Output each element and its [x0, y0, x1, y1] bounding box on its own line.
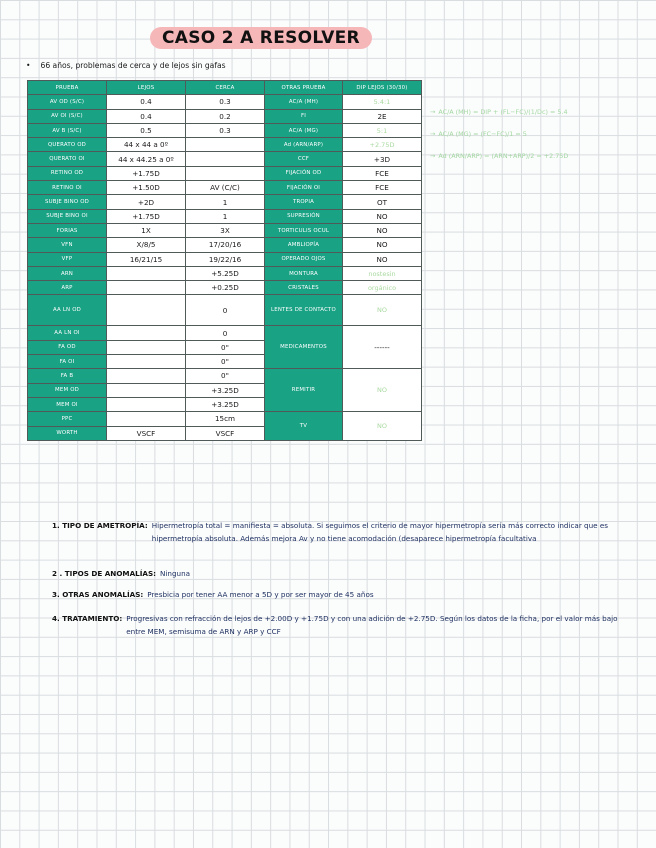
- other-test-value-cell: orgánico: [343, 281, 422, 295]
- page-title: CASO 2 A RESOLVER: [150, 27, 372, 49]
- near-cell: 0.3: [186, 123, 265, 137]
- near-cell: [186, 166, 265, 180]
- other-test-value-cell: +2.75D: [343, 138, 422, 152]
- other-test-value-cell: NO: [343, 238, 422, 252]
- near-cell: 1: [186, 209, 265, 223]
- other-test-name-cell: FIJACIÓN OI: [265, 181, 343, 195]
- test-name-cell: ARN: [28, 266, 107, 280]
- far-cell: [107, 383, 186, 397]
- far-cell: +1.75D: [107, 166, 186, 180]
- other-test-value-cell: NO: [343, 412, 422, 441]
- arrow-icon: →: [430, 130, 436, 138]
- test-name-cell: FA OI: [28, 355, 107, 369]
- near-cell: 19/22/16: [186, 252, 265, 266]
- table-row: [28, 95, 422, 109]
- answer-text: Ninguna: [160, 569, 191, 578]
- other-test-name-cell: TROPIA: [265, 195, 343, 209]
- test-name-cell: MEM OD: [28, 383, 107, 397]
- header-cell: OTRAS PRUEBA: [265, 81, 343, 95]
- test-name-cell: ARP: [28, 281, 107, 295]
- table-row: [28, 266, 422, 280]
- near-cell: VSCF: [186, 426, 265, 440]
- other-test-value-cell: FCE: [343, 181, 422, 195]
- far-cell: [107, 369, 186, 383]
- far-cell: [107, 397, 186, 411]
- table-row: [28, 209, 422, 223]
- table-row: [28, 281, 422, 295]
- other-test-name-cell: AC/A (MH): [265, 95, 343, 109]
- test-name-cell: VFP: [28, 252, 107, 266]
- table-header-row: [28, 81, 422, 95]
- side-note: [430, 130, 527, 138]
- other-test-value-cell: NO: [343, 295, 422, 326]
- test-name-cell: SUBJE BINO OI: [28, 209, 107, 223]
- answer-label: 1. TIPO DE AMETROPÍA:: [52, 521, 148, 530]
- other-test-name-cell: FI: [265, 109, 343, 123]
- table-row: [28, 252, 422, 266]
- other-test-name-cell: FIJACIÓN OD: [265, 166, 343, 180]
- header-cell: PRUEBA: [28, 81, 107, 95]
- answer-item: [52, 519, 636, 545]
- header-cell: CERCA: [186, 81, 265, 95]
- patient-note: [26, 61, 226, 70]
- other-test-value-cell: NO: [343, 369, 422, 412]
- other-test-value-cell: FCE: [343, 166, 422, 180]
- other-test-value-cell: NO: [343, 209, 422, 223]
- far-cell: +1.75D: [107, 209, 186, 223]
- other-test-value-cell: 5.4:1: [343, 95, 422, 109]
- far-cell: 1X: [107, 223, 186, 237]
- header-cell: LEJOS: [107, 81, 186, 95]
- near-cell: 0: [186, 295, 265, 326]
- near-cell: 1: [186, 195, 265, 209]
- near-cell: +3.25D: [186, 397, 265, 411]
- far-cell: [107, 266, 186, 280]
- other-test-name-cell: OPERADO OJOS: [265, 252, 343, 266]
- test-name-cell: RETINO OD: [28, 166, 107, 180]
- test-name-cell: QUERATO OI: [28, 152, 107, 166]
- other-test-name-cell: AMBLIOPÍA: [265, 238, 343, 252]
- answer-label: 4. TRATAMIENTO:: [52, 614, 123, 623]
- other-test-value-cell: OT: [343, 195, 422, 209]
- table-row: [28, 152, 422, 166]
- near-cell: [186, 152, 265, 166]
- table-row: [28, 223, 422, 237]
- table-row: [28, 138, 422, 152]
- far-cell: VSCF: [107, 426, 186, 440]
- other-test-value-cell: 5:1: [343, 123, 422, 137]
- far-cell: [107, 355, 186, 369]
- far-cell: [107, 281, 186, 295]
- table-row: [28, 181, 422, 195]
- table-row: [28, 326, 422, 340]
- far-cell: [107, 295, 186, 326]
- test-name-cell: PPC: [28, 412, 107, 426]
- header-cell: DIP LEJOS (30/30): [343, 81, 422, 95]
- far-cell: 16/21/15: [107, 252, 186, 266]
- far-cell: 0.5: [107, 123, 186, 137]
- test-name-cell: RETINO OI: [28, 181, 107, 195]
- table-row: [28, 295, 422, 326]
- other-test-name-cell: REMITIR: [265, 369, 343, 412]
- answer-label: 2 . TIPOS DE ANOMALÍAS:: [52, 569, 157, 578]
- near-cell: 0": [186, 340, 265, 354]
- test-name-cell: QUERATO OD: [28, 138, 107, 152]
- far-cell: +1.50D: [107, 181, 186, 195]
- far-cell: 44 x 44.25 a 0º: [107, 152, 186, 166]
- other-test-name-cell: TV: [265, 412, 343, 441]
- table-row: [28, 166, 422, 180]
- other-test-name-cell: LENTES DE CONTACTO: [265, 295, 343, 326]
- far-cell: 0.4: [107, 109, 186, 123]
- other-test-name-cell: MEDICAMENTOS: [265, 326, 343, 369]
- test-name-cell: FORIAS: [28, 223, 107, 237]
- answer-text: Presbicia por tener AA menor a 5D y por ser mayor de 45 años: [147, 590, 374, 599]
- other-test-value-cell: ------: [343, 326, 422, 369]
- test-name-cell: FA OD: [28, 340, 107, 354]
- far-cell: X/8/5: [107, 238, 186, 252]
- arrow-icon: →: [430, 108, 436, 116]
- answer-label: 3. OTRAS ANOMALÍAS:: [52, 590, 144, 599]
- other-test-name-cell: MONTURA: [265, 266, 343, 280]
- side-note-text: Ad (ARN/ARP) = (ARN+ARP)/2 = +2.75D: [438, 152, 569, 160]
- test-name-cell: WORTH: [28, 426, 107, 440]
- near-cell: +0.25D: [186, 281, 265, 295]
- other-test-name-cell: TORTICULIS OCUL: [265, 223, 343, 237]
- other-test-name-cell: CCF: [265, 152, 343, 166]
- far-cell: [107, 326, 186, 340]
- near-cell: 0": [186, 355, 265, 369]
- test-name-cell: AV OD (S/C): [28, 95, 107, 109]
- far-cell: 44 x 44 a 0º: [107, 138, 186, 152]
- far-cell: +2D: [107, 195, 186, 209]
- test-name-cell: AV B (S/C): [28, 123, 107, 137]
- far-cell: [107, 340, 186, 354]
- patient-note-text: 66 años, problemas de cerca y de lejos sin gafas: [40, 61, 226, 70]
- table-row: [28, 238, 422, 252]
- test-name-cell: AV OI (S/C): [28, 109, 107, 123]
- near-cell: 0: [186, 326, 265, 340]
- other-test-value-cell: NO: [343, 223, 422, 237]
- near-cell: 17/20/16: [186, 238, 265, 252]
- near-cell: 0.2: [186, 109, 265, 123]
- table-row: [28, 369, 422, 383]
- test-name-cell: AA LN OI: [28, 326, 107, 340]
- near-cell: [186, 138, 265, 152]
- arrow-icon: →: [430, 152, 436, 160]
- answer-text: Progresivas con refracción de lejos de +2.00D y +1.75D y con una adición de +2.75D. Según los datos de la ficha, por el valor más bajo entre MEM, semisuma de ARN y ARP y CCF: [126, 614, 618, 636]
- near-cell: 15cm: [186, 412, 265, 426]
- near-cell: +5.25D: [186, 266, 265, 280]
- answer-item: [52, 567, 636, 580]
- answer-text: Hipermetropía total = manifiesta = absoluta. Si seguimos el criterio de mayor hipermetropía sería más correcto indicar que es hipermetropía absoluta. Además mejora Av y no tiene acomodación (desaparece hipermetropía facultativa: [151, 521, 609, 543]
- table-row: [28, 412, 422, 426]
- table-row: [28, 109, 422, 123]
- table-row: [28, 123, 422, 137]
- near-cell: 0.3: [186, 95, 265, 109]
- answer-item: [52, 588, 636, 601]
- far-cell: 0.4: [107, 95, 186, 109]
- test-name-cell: SUBJE BINO OD: [28, 195, 107, 209]
- other-test-value-cell: nostesin: [343, 266, 422, 280]
- answer-item: [52, 612, 636, 638]
- far-cell: [107, 412, 186, 426]
- other-test-name-cell: CRISTALES: [265, 281, 343, 295]
- near-cell: 0": [186, 369, 265, 383]
- side-note: [430, 108, 568, 116]
- other-test-name-cell: AC/A (MG): [265, 123, 343, 137]
- other-test-name-cell: Ad (ARN/ARP): [265, 138, 343, 152]
- side-note: [430, 152, 568, 160]
- bullet-icon: •: [26, 61, 31, 70]
- test-name-cell: FA B: [28, 369, 107, 383]
- near-cell: +3.25D: [186, 383, 265, 397]
- near-cell: AV (C/C): [186, 181, 265, 195]
- side-note-text: AC/A (MG) = (FC−FC)/1 = 5: [438, 130, 527, 138]
- near-cell: 3X: [186, 223, 265, 237]
- table-row: [28, 195, 422, 209]
- test-name-cell: AA LN OD: [28, 295, 107, 326]
- other-test-name-cell: SUPRESIÓN: [265, 209, 343, 223]
- other-test-value-cell: NO: [343, 252, 422, 266]
- other-test-value-cell: +3D: [343, 152, 422, 166]
- test-name-cell: VFN: [28, 238, 107, 252]
- exam-table: [27, 80, 422, 441]
- test-name-cell: MEM OI: [28, 397, 107, 411]
- other-test-value-cell: 2E: [343, 109, 422, 123]
- side-note-text: AC/A (MH) = DIP + (FL−FC)/(1/Dc) = 5.4: [438, 108, 568, 116]
